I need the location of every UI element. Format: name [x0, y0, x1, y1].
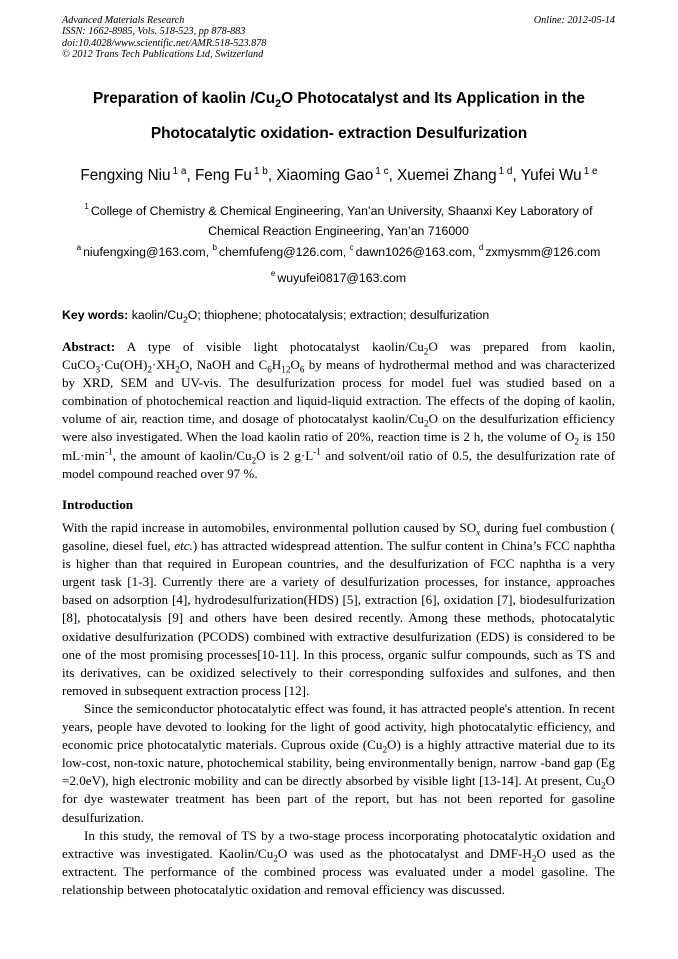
paragraph: In this study, the removal of TS by a two-stage process incorporating photocatalytic oxidation and extractive was investigated. Kaolin/$Cu_2O$ was used as the photocatalyst and DMF-$H_2O$ used as the extractent. The performance of the combined process was evaluated under a model gasoline. The relationship between photocatalytic oxidation and removal efficiency was discussed. [62, 827, 615, 897]
affiliation: $^1$ College of Chemistry & Chemical Engineering, Yan’an University, Shaanxi Key Laboratory of Chemical Reaction Engineering, Yan’an 716000 [84, 202, 593, 238]
abstract-label: Abstract: [62, 339, 116, 354]
email-link[interactable]: zxmysmm@126.com [485, 245, 601, 259]
email-link[interactable]: dawn1026@163.com, [355, 245, 476, 259]
online-date: Online: 2012-05-14 [533, 15, 615, 26]
author-name: Xuemei Zhang [397, 167, 497, 184]
email-link[interactable]: niufengxing@163.com, [83, 245, 210, 259]
email-list-2: $^e$ wuyufei0817@163.com [270, 269, 407, 285]
keywords: Key words: kaolin/$Cu_2O$; thiophene; photocatalysis; extraction; desulfurization [62, 308, 490, 325]
author-name: Xiaoming Gao [276, 167, 374, 184]
author-name: Yufei Wu [520, 167, 582, 184]
abstract: Abstract: A type of visible light photocatalyst kaolin/$Cu_2O$ was prepared from kaolin, $CuCO_3\cdot Cu(OH)_2\cdot XH_2O$, NaOH and $C_6H_{12}O_6$ by means of hydrothermal method and was characterized by XRD, SEM and UV-vis. The desulfurization process for model fuel was studied based on a combination of photochemical reaction and liquid-liquid extraction. The effects of the doping of kaolin, volume of air, reaction time, and dosage of photocatalyst kaolin/$Cu_2O$ on the desulfurization efficiency were also investigated. When the load kaolin ratio of 20%, reaction time is 2 h, the volume of $O_2$ is 150 $mL\cdot\min^{-1}$, the amount of kaolin/$Cu_2O$ is 2 $g\cdot L^{-1}$ and solvent/oil ratio of 0.5, the desulfurization rate of model compound reached over 97 %. [62, 339, 616, 481]
issn: ISSN: 1662-8985, Vols. 518-523, pp 878-883 [62, 26, 246, 38]
author-name: Feng Fu [194, 167, 252, 184]
journal-name: Advanced Materials Research [62, 15, 185, 26]
paper-title-line-1: Preparation of kaolin $/Cu_2O$ Photocatalyst and Its Application in the [92, 90, 585, 111]
doi: doi:10.4028/www.scientific.net/AMR.518-523.878 [62, 37, 267, 49]
section-heading-introduction: Introduction [62, 497, 134, 512]
copyright: © 2012 Trans Tech Publications Ltd, Switzerland [62, 48, 264, 60]
author-list: Fengxing Niu $^{1 a}$, Feng Fu $^{1 b}$, Xiaoming Gao $^{1 c}$, Xuemei Zhang $^{1 d}$, Yufei Wu $^{1 e}$ [80, 166, 598, 184]
paragraph: Since the semiconductor photocatalytic effect was found, it has attracted people's attention. In recent years, people have devoted to looking for the light of good activity, high photocatalytic efficiency, and economic price photocatalytic materials. Cuprous oxide $(Cu_2O)$ is a highly attractive material due to its low-cost, non-toxic nature, photochemical stability, being environmentally benign, narrow -band gap (Eg =2.0eV), high electronic mobility and can be directly absorbed by visible light [13-14]. At present, $Cu_2O$ for dye wastewater treatment has been part of the report, but has not been reported for gasoline desulfurization. [62, 700, 615, 825]
introduction-body [62, 519, 615, 899]
email-list: $^a$ niufengxing@163.com, $^b$ chemfufeng@126.com, $^c$ dawn1026@163.com, $^d$ zxmysmm@126.com [76, 243, 601, 259]
author-name: Fengxing Niu [80, 167, 171, 184]
email-link[interactable]: chemfufeng@126.com, [218, 245, 347, 259]
journal-header [62, 15, 615, 60]
email-link[interactable]: wuyufei0817@163.com [277, 271, 407, 285]
paper-title-line-2: Photocatalytic oxidation- extraction Desulfurization [150, 125, 528, 142]
paragraph: With the rapid increase in automobiles, environmental pollution caused by $SO_x$ during fuel combustion ( gasoline, diesel fuel, etc.) has attracted widespread attention. The sulfur content in China’s FCC naphtha is higher than that required in European countries, and the desulfurization of FCC naphtha is a very urgent task [1-3]. Currently there are a variety of desulfurization processes, for instance, approaches based on adsorption [4], hydrodesulfurization(HDS) [5], extraction [6], oxidation [7], biodesulfurization [8], photocatalysis [9] and others have been desired recently. Among these methods, photocatalytic oxidative desulfurization (PCODS) combined with extractive desulfurization (EDS) is considered to be one of the most promising processes[10-11]. In this process, organic sulfur compounds, such as TS and its derivatives, can be oxidized selectively to their corresponding sulfoxides and sulfones, and then removed in subsequent extraction process [12]. [62, 520, 615, 698]
keywords-label: Key words: [62, 308, 129, 322]
